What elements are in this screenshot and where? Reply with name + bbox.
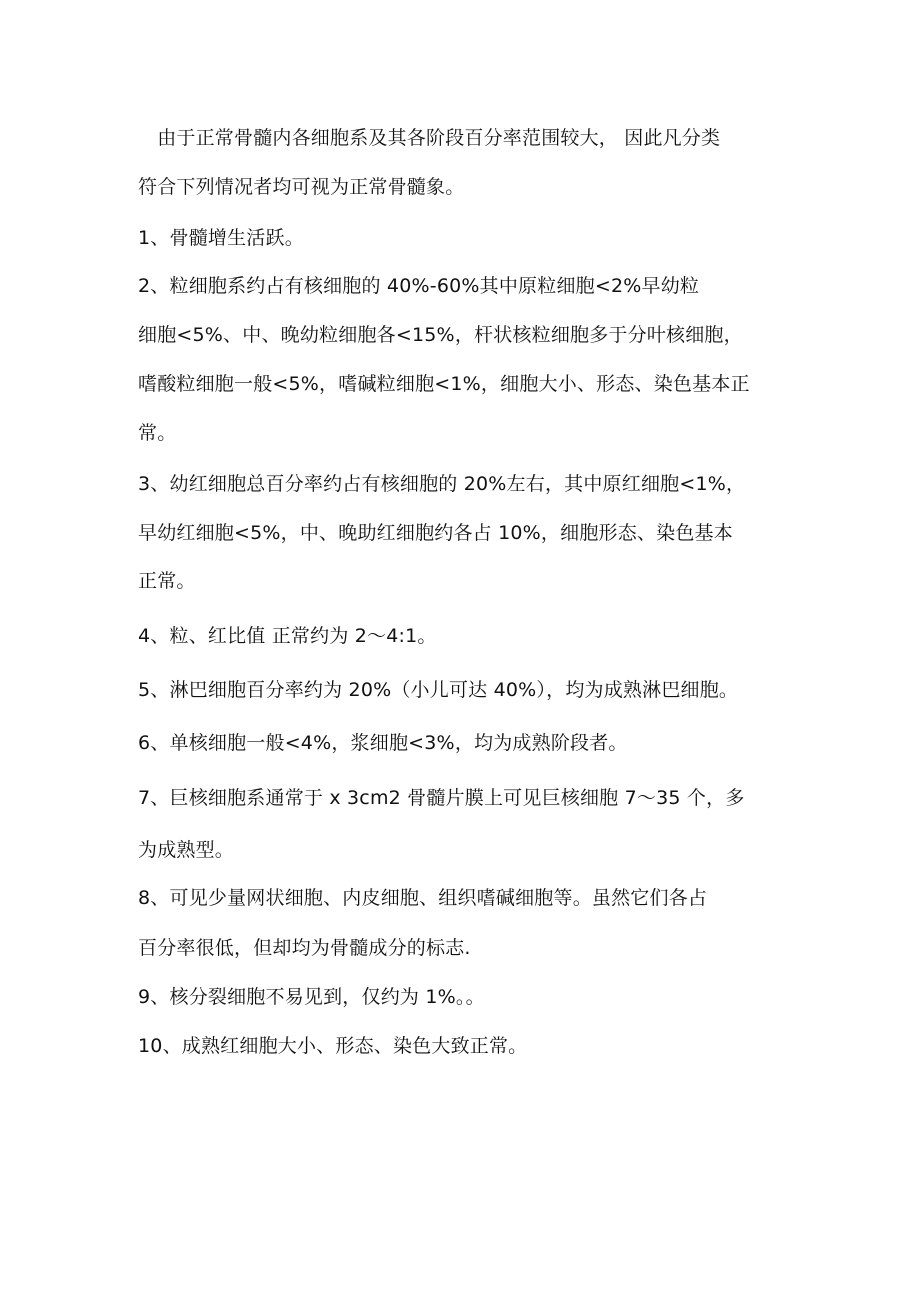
item-9-line-1: 9、核分裂细胞不易见到，仅约为 1%。。 (138, 986, 485, 1008)
item-8-line-2: 百分率很低，但却均为骨髓成分的标志. (138, 937, 471, 959)
item-4-line-1: 4、粒、红比值 正常约为 2〜4:1。 (138, 625, 437, 647)
item-5-line-1: 5、淋巴细胞百分率约为 20%（小儿可达 40%），均为成熟淋巴细胞。 (138, 679, 739, 701)
item-2-line-4: 常。 (138, 422, 177, 444)
item-3-line-3: 正常。 (138, 570, 196, 592)
item-2-line-3: 嗜酸粒细胞一般<5%，嗜碱粒细胞<1%，细胞大小、形态、染色基本正 (138, 373, 750, 395)
item-3-line-2: 早幼红细胞<5%，中、晚助红细胞约各占 10%，细胞形态、染色基本 (138, 522, 733, 544)
item-7-line-1: 7、巨核细胞系通常于 x 3cm2 骨髓片膜上可见巨核细胞 7〜35 个，多 (138, 787, 745, 809)
item-2-line-1: 2、粒细胞系约占有核细胞的 40%-60%其中原粒细胞<2%早幼粒 (138, 275, 700, 297)
intro-line-1: 由于正常骨髓内各细胞系及其各阶段百分率范围较大， 因此凡分类 (138, 127, 721, 149)
item-7-line-2: 为成熟型。 (138, 839, 235, 861)
item-3-line-1: 3、幼红细胞总百分率约占有核细胞的 20%左右，其中原红细胞<1%， (138, 473, 746, 495)
item-10-line-1: 10、成熟红细胞大小、形态、染色大致正常。 (138, 1035, 528, 1057)
intro-line-2: 符合下列情况者均可视为正常骨髓象。 (138, 176, 465, 198)
item-6-line-1: 6、单核细胞一般<4%，浆细胞<3%，均为成熟阶段者。 (138, 732, 628, 754)
item-1-line-1: 1、骨髓增生活跃。 (138, 227, 304, 249)
item-8-line-1: 8、可见少量网状细胞、内皮细胞、组织嗜碱细胞等。虽然它们各占 (138, 887, 708, 909)
item-2-line-2: 细胞<5%、中、晚幼粒细胞各<15%，杆状核粒细胞多于分叶核细胞， (138, 324, 743, 346)
